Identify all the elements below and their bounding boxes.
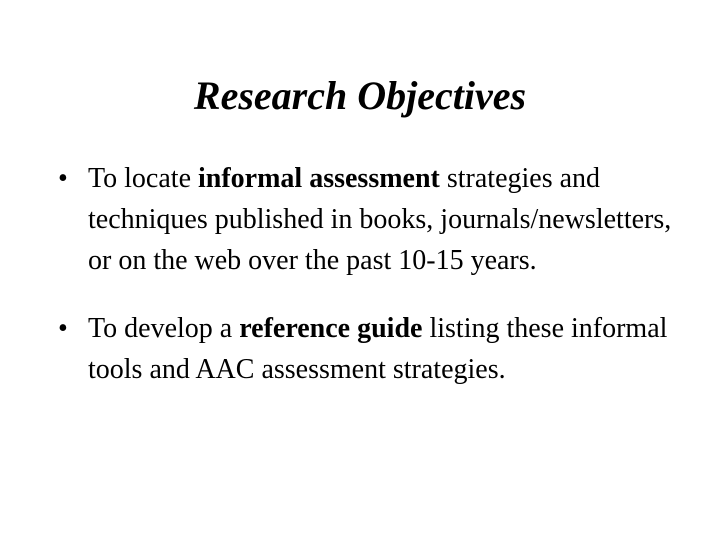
slide-title: Research Objectives xyxy=(193,73,527,118)
bullet-item-develop xyxy=(58,308,678,390)
bullet-text-before: To develop a xyxy=(88,313,240,344)
bullet-text-bold: informal assessment xyxy=(198,163,440,194)
bullet-text-after: listing these informal tools and AAC assessment strategies. xyxy=(88,313,668,385)
bullet-list xyxy=(58,158,678,390)
bullet-item-locate xyxy=(58,158,678,281)
bullet-text-bold: reference guide xyxy=(239,313,423,344)
bullet-text-before: To locate xyxy=(88,163,198,194)
bullet-icon: • xyxy=(58,313,68,344)
bullet-text-after: strategies and techniques published in books, journals/newsletters, or on the web over the past 10-15 years. xyxy=(88,163,672,276)
bullet-icon: • xyxy=(58,163,68,194)
